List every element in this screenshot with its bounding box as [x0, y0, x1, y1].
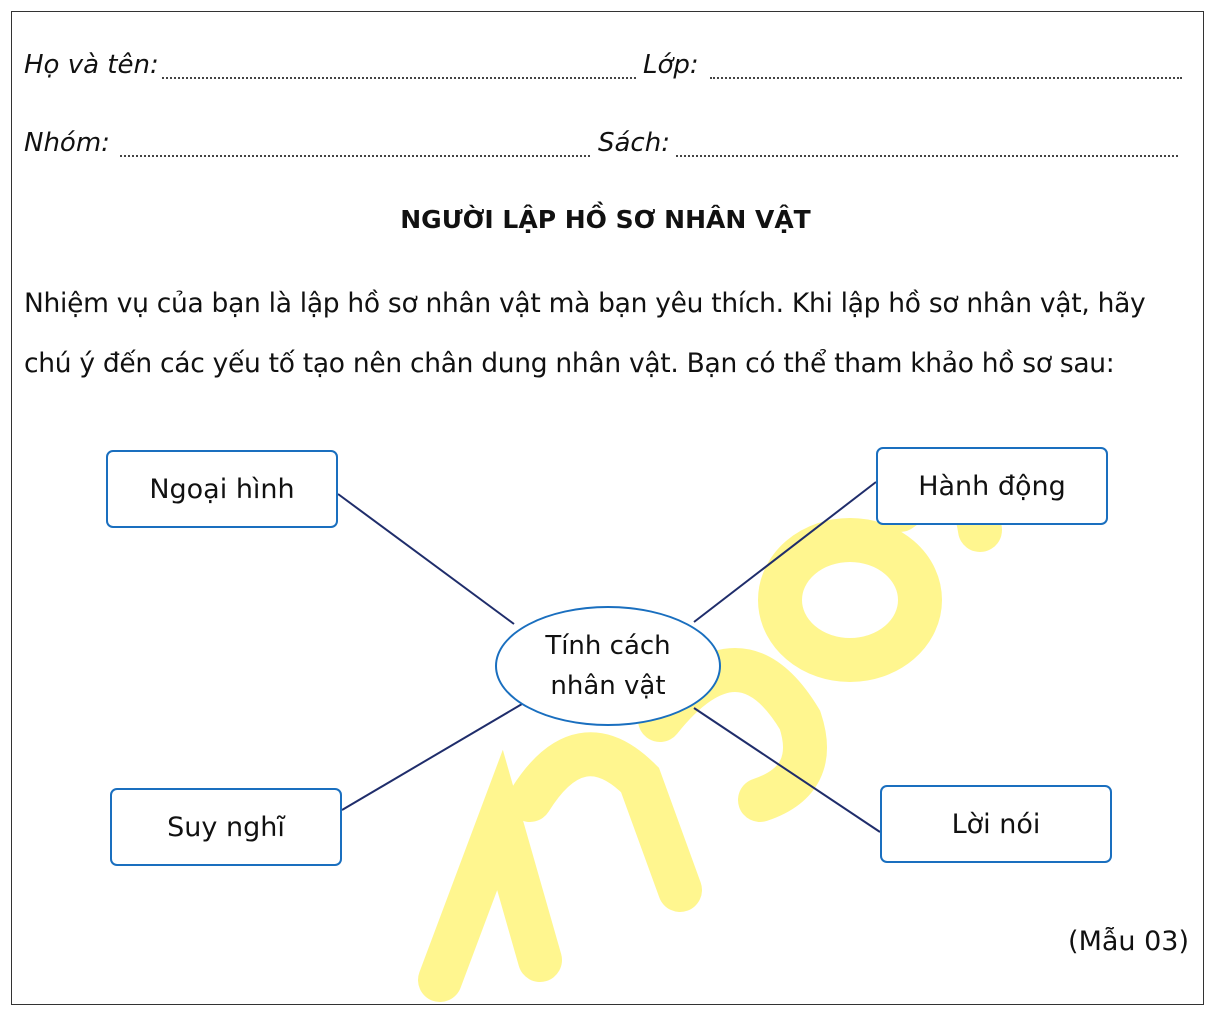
instruction-line-2: chú ý đến các yếu tố tạo nên chân dung nhân vật. Bạn có thể tham khảo hồ sơ sau:	[24, 348, 1115, 379]
node-personality-line2: nhân vật	[550, 671, 666, 701]
node-appearance	[106, 450, 338, 528]
node-speech	[880, 785, 1112, 863]
node-personality	[495, 606, 721, 726]
node-actions-label: Hành động	[918, 470, 1066, 502]
instruction-line-1: Nhiệm vụ của bạn là lập hồ sơ nhân vật mà bạn yêu thích. Khi lập hồ sơ nhân vật, hãy	[24, 288, 1146, 319]
connector-bottom-left	[342, 704, 522, 810]
name-label: Họ và tên:	[24, 50, 159, 80]
connector-bottom-right	[694, 708, 880, 832]
page-title: NGƯỜI LẬP HỒ SƠ NHÂN VẬT	[400, 205, 811, 234]
node-speech-label: Lời nói	[951, 808, 1041, 840]
connector-top-right	[694, 482, 876, 622]
class-label: Lớp:	[643, 50, 699, 80]
book-label: Sách:	[598, 128, 670, 158]
node-thoughts	[110, 788, 342, 866]
node-actions	[876, 447, 1108, 525]
node-thoughts-label: Suy nghĩ	[167, 811, 285, 843]
connector-top-left	[338, 494, 514, 624]
group-label: Nhóm:	[24, 128, 110, 158]
node-personality-line1: Tính cách	[545, 631, 671, 661]
sample-label: (Mẫu 03)	[1068, 926, 1189, 957]
node-appearance-label: Ngoại hình	[149, 473, 295, 505]
